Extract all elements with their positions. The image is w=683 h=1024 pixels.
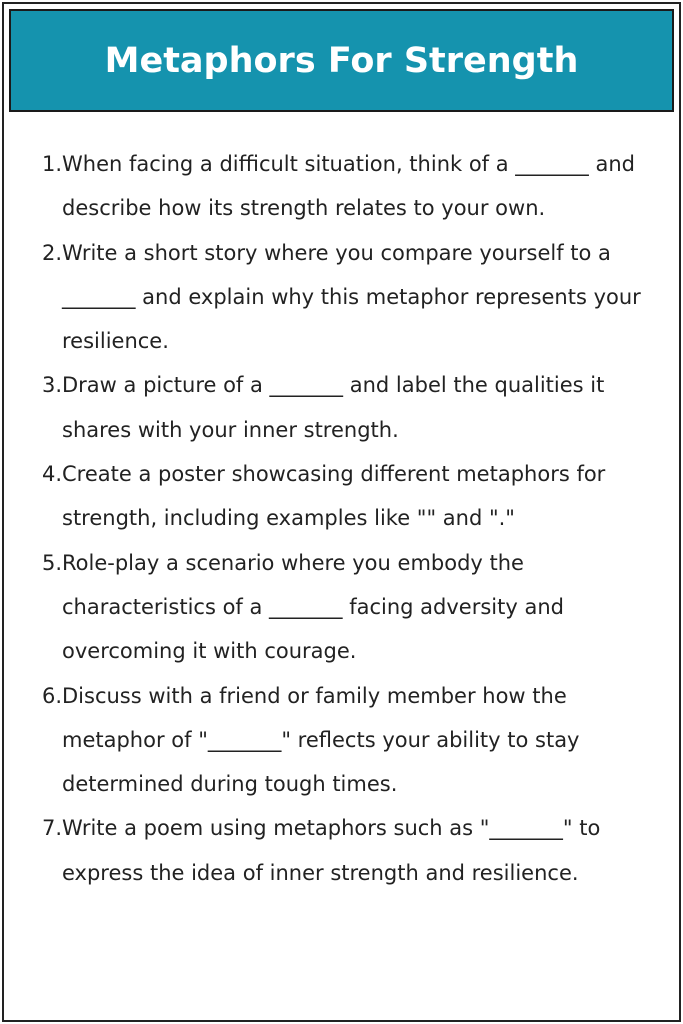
item-text: Draw a picture of a _______ and label the qualities it shares with your inner strength. (62, 373, 605, 442)
list-item (32, 806, 672, 895)
prompt-list (32, 142, 672, 895)
list-item (32, 541, 672, 674)
item-text: Discuss with a friend or family member how the metaphor of "_______" reflects your ability to stay determined during tough times. (62, 683, 580, 797)
page-title: Metaphors For Strength (104, 40, 579, 81)
item-text: Create a poster showcasing different metaphors for strength, including examples like "" and "." (62, 462, 606, 531)
list-item (32, 231, 672, 364)
item-number: 4. (41, 462, 62, 487)
item-number: 1. (41, 152, 62, 176)
item-text: When facing a difficult situation, think of a _______ and describe how its strength relates to your own. (62, 152, 635, 221)
item-number: 7. (41, 816, 62, 841)
title-banner (9, 9, 674, 112)
list-item (32, 452, 672, 541)
item-text: Role-play a scenario where you embody the characteristics of a _______ facing adversity and overcoming it with courage. (62, 550, 564, 664)
item-number: 6. (41, 683, 62, 708)
item-number: 2. (41, 240, 62, 265)
item-text: Write a short story where you compare yourself to a _______ and explain why this metaphor represents your resilience. (62, 240, 641, 354)
list-item (32, 674, 672, 807)
item-number: 5. (41, 550, 62, 575)
list-item (32, 363, 672, 452)
item-text: Write a poem using metaphors such as "_______" to express the idea of inner strength and resilience. (62, 816, 601, 885)
list-item (32, 142, 672, 231)
item-number: 3. (41, 373, 62, 398)
worksheet-frame (2, 2, 681, 1022)
